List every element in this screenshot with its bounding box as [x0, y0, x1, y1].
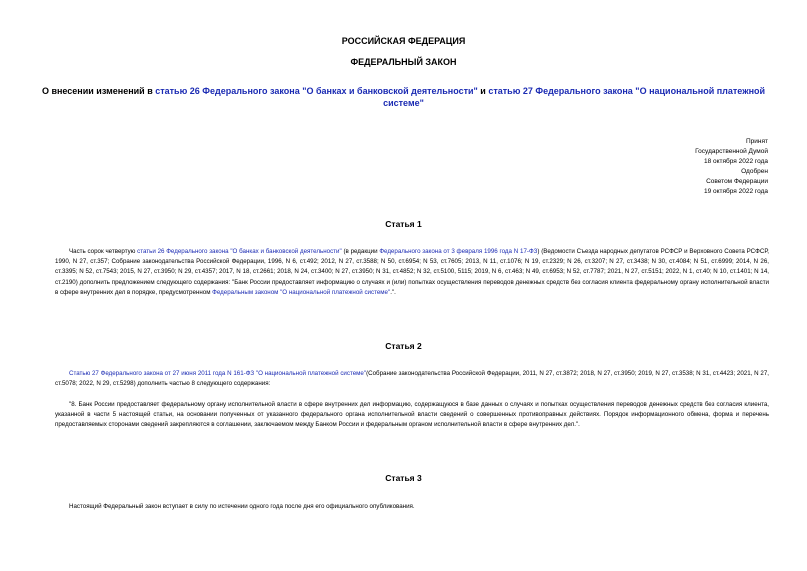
adoption-block [695, 137, 768, 197]
article-3-heading: Статья 3 [385, 473, 422, 483]
link-article-26[interactable]: статьи 26 Федерального закона "О банках и банковской деятельности" [137, 248, 342, 255]
council-date: 19 октября 2022 года [703, 188, 768, 195]
law-title [40, 85, 767, 109]
link-article-27[interactable]: Статью 27 Федерального закона от 27 июня 2011 года N 161-ФЗ "О национальной платежной системе" [69, 370, 367, 377]
link-law-17fz[interactable]: Федерального закона от 3 февраля 1996 года N 17-ФЗ [379, 248, 538, 255]
article-1-segment: ) (Ведомости Съезда народных депутатов РСФСР и Верховного Совета РСФСР, 1990, N 27, ст.357; Собрание законодательства Российской Федерации, 1996, N 6, ст.492; 2012, N 27, ст.3588; N 50, ст.6954; N 53, ст.7605; 2013, N 11, ст.1076; N 19, ст.2329; N 26, ст.3207; N 27, ст.3438; N 30, ст.4084; N 51, ст.6999; 2014, N 26, ст.3395; N 52, ст.7543; 2015, N 27, ст.3950; N 29, ст.4357; 2017, N 18, ст.2661; 2018, N 24, ст.3400; N 27, ст.3950; N 31, ст.4852; N 32, ст.5100, 5115; 2019, N 6, ст.463; N 49, ст.6953; N 52, ст.7787; 2021, N 27, ст.5151; 2022, N 1, ст.40; N 10, ст.1401; N 14, ст.2190) дополнить предложением следующего содержания: "Банк России предоставляет информацию о случаях и (или) попытках осуществления переводов денежных средств без согласия клиента федеральному органу исполнительной власти в сфере внутренних дел в порядке, предусмотренном [55, 248, 769, 296]
article-1-segment: .". [390, 288, 396, 296]
council-label: Советом Федерации [706, 178, 768, 185]
law-type-heading: ФЕДЕРАЛЬНЫЙ ЗАКОН [350, 57, 457, 67]
article-3-text: Настоящий Федеральный закон вступает в силу по истечении одного года после дня его официального опубликования. [69, 503, 415, 510]
title-link-article-26[interactable]: статью 26 Федерального закона "О банках и банковской деятельности" [155, 86, 478, 96]
title-text: и [477, 86, 489, 96]
article-1-text [55, 247, 769, 298]
duma-date: 18 октября 2022 года [703, 158, 768, 165]
duma-label: Государственной Думой [695, 148, 768, 155]
approved-label: Одобрен [741, 168, 768, 175]
article-2-heading: Статья 2 [385, 341, 422, 351]
article-2-text [55, 369, 769, 389]
article-1-heading: Статья 1 [385, 219, 422, 229]
title-text: О внесении изменений в [41, 86, 156, 96]
article-1-segment: (в редакции [341, 248, 380, 255]
article-2-segment: (Собрание законодательства Российской Федерации, 2011, N 27, ст.3872; 2018, N 27, ст.3950; 2019, N 27, ст.3538; N 31, ст.4423; 2021, N 27, ст.5078; 2022, N 29, ст.5298) дополнить частью 8 следующего содержания: [55, 370, 769, 388]
federation-heading: РОССИЙСКАЯ ФЕДЕРАЦИЯ [341, 36, 466, 46]
link-law-nps[interactable]: Федеральным законом "О национальной платежной системе" [212, 288, 391, 296]
article-2-quote: "8. Банк России предоставляет федеральному органу исполнительной власти в сфере внутренних дел информацию, содержащуюся в базе данных о случаях и попытках осуществления переводов денежных средств без согласия клиента, указанной в части 5 настоящей статьи, на основании полученных от указанного федерального органа исполнительной власти сведений о совершенных противоправных действиях. Порядок информационного обмена, форма и перечень предоставляемых сторонами сведений закрепляются в соглашении, заключаемом между Банком России и федеральным органом исполнительной власти в сфере внутренних дел.". [55, 401, 769, 429]
title-link-article-27[interactable]: статью 27 Федерального закона "О национальной платежной системе" [383, 86, 766, 108]
adopted-label: Принят [745, 138, 768, 145]
article-1-segment: Часть сорок четвертую [69, 248, 138, 255]
